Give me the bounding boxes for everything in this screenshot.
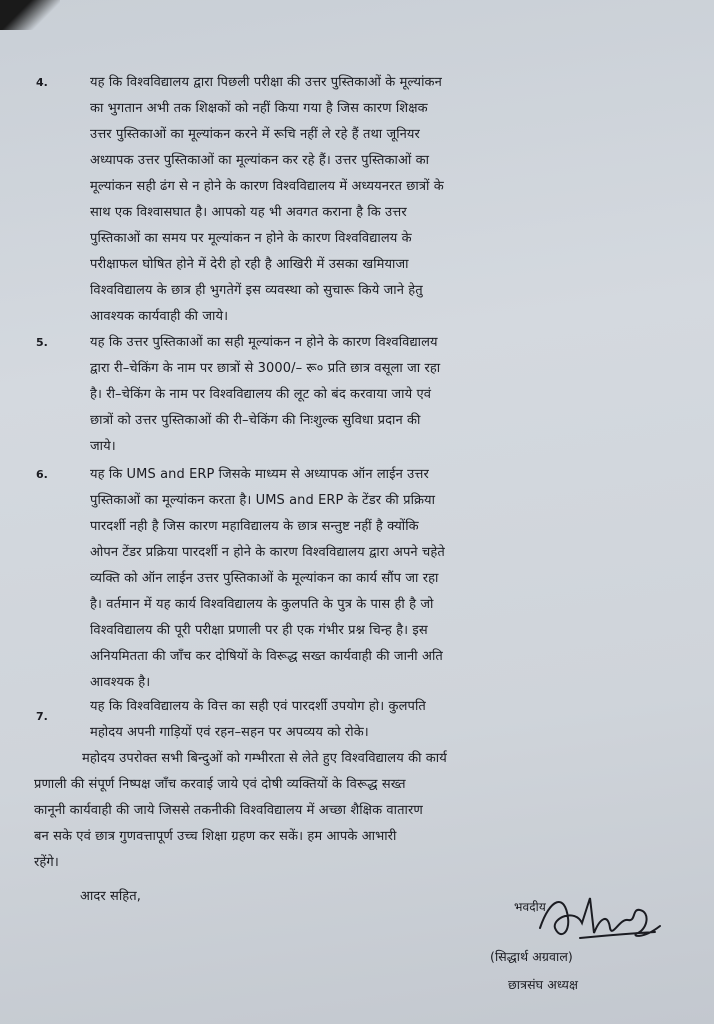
closing-line: कानूनी कार्यवाही की जाये जिससे तकनीकी विश्वविद्यालय में अच्छा शैक्षिक वातारण xyxy=(34,803,423,818)
closing-line: प्रणाली की संपूर्ण निष्पक्ष जाँच करवाई जाये एवं दोषी व्यक्तियों के विरूद्ध सख्त xyxy=(34,777,406,792)
paragraph-line: विश्वविद्यालय के छात्र ही भुगतेगें इस व्यवस्था को सुचारू किये जाने हेतु xyxy=(90,283,423,298)
page-corner-shadow xyxy=(0,0,60,30)
paragraph-line: जाये। xyxy=(90,439,116,454)
paragraph-line: यह कि विश्वविद्यालय द्वारा पिछली परीक्षा की उत्तर पुस्तिकाओं के मूल्यांकन xyxy=(90,75,442,90)
paragraph-line: का भुगतान अभी तक शिक्षकों को नहीं किया गया है जिस कारण शिक्षक xyxy=(90,101,428,116)
closing-line: महोदय उपरोक्त सभी बिन्दुओं को गम्भीरता से लेते हुए विश्वविद्यालय की कार्य xyxy=(82,751,447,766)
paragraph-line: यह कि विश्वविद्यालय के वित्त का सही एवं पारदर्शी उपयोग हो। कुलपति xyxy=(90,699,426,714)
bhavdiya-label: भवदीय xyxy=(514,900,546,914)
paragraph-line: उत्तर पुस्तिकाओं का मूल्यांकन करने में रूचि नहीं ले रहे हैं तथा जूनियर xyxy=(90,127,420,142)
paragraph-line: पुस्तिकाओं का मूल्यांकन करता है। UMS and ERP के टेंडर की प्रक्रिया xyxy=(90,493,436,508)
paragraph-line: है। वर्तमान में यह कार्य विश्वविद्यालय के कुलपति के पुत्र के पास ही है जो xyxy=(90,597,434,612)
paragraph-line: साथ एक विश्वासघात है। आपको यह भी अवगत कराना है कि उत्तर xyxy=(90,205,407,220)
salutation: आदर सहित, xyxy=(80,889,142,904)
paragraph-number: 5. xyxy=(36,336,48,349)
paragraph-line: यह कि UMS and ERP जिसके माध्यम से अध्यापक ऑन लाईन उत्तर xyxy=(90,467,429,482)
paragraph-line: ओपन टेंडर प्रक्रिया पारदर्शी न होने के कारण विश्वविद्यालय द्वारा अपने चहेते xyxy=(90,545,445,560)
paragraph-line: द्वारा री–चेकिंग के नाम पर छात्रों से 3000/– रू० प्रति छात्र वसूला जा रहा xyxy=(90,361,441,376)
paragraph-line: है। री–चेकिंग के नाम पर विश्वविद्यालय की लूट को बंद करवाया जाये एवं xyxy=(90,387,432,402)
paragraph-line: यह कि उत्तर पुस्तिकाओं का सही मूल्यांकन न होने के कारण विश्वविद्यालय xyxy=(90,335,438,350)
closing-line: रहेंगे। xyxy=(34,855,59,870)
paragraph-line: व्यक्ति को ऑन लाईन उत्तर पुस्तिकाओं के मूल्यांकन का कार्य सौंप जा रहा xyxy=(90,571,439,586)
paragraph-line: महोदय अपनी गाड़ियों एवं रहन–सहन पर अपव्यय को रोके। xyxy=(90,725,369,740)
paragraph-number: 4. xyxy=(36,76,48,89)
paragraph-line: पुस्तिकाओं का समय पर मूल्यांकन न होने के कारण विश्वविद्यालय के xyxy=(90,231,412,246)
paragraph-line: छात्रों को उत्तर पुस्तिकाओं की री–चेकिंग की निःशुल्क सुविधा प्रदान की xyxy=(90,413,421,428)
paragraph-line: विश्वविद्यालय की पूरी परीक्षा प्रणाली पर ही एक गंभीर प्रश्न चिन्ह है। इस xyxy=(90,623,428,638)
paragraph-line: अध्यापक उत्तर पुस्तिकाओं का मूल्यांकन कर रहे हैं। उत्तर पुस्तिकाओं का xyxy=(90,153,430,168)
closing-line: बन सके एवं छात्र गुणवत्तापूर्ण उच्च शिक्षा ग्रहण कर सकें। हम आपके आभारी xyxy=(34,829,397,844)
signatory-name: (सिद्धार्थ अग्रवाल) xyxy=(490,949,573,964)
paragraph-line: मूल्यांकन सही ढंग से न होने के कारण विश्वविद्यालय में अध्ययनरत छात्रों के xyxy=(90,179,444,194)
paragraph-line: आवश्यक है। xyxy=(90,675,151,690)
paragraph-number: 6. xyxy=(36,468,48,481)
handwritten-signature-icon xyxy=(520,878,670,958)
paragraph-number: 7. xyxy=(36,710,48,723)
signatory-designation: छात्रसंघ अध्यक्ष xyxy=(508,977,579,992)
paragraph-line: पारदर्शी नही है जिस कारण महाविद्यालय के छात्र सन्तुष्ट नहीं है क्योंकि xyxy=(90,519,419,534)
paragraph-line: आवश्यक कार्यवाही की जाये। xyxy=(90,309,229,324)
paragraph-line: अनियमितता की जाँच कर दोषियों के विरूद्ध सख्त कार्यवाही की जानी अति xyxy=(90,649,443,664)
paragraph-line: परीक्षाफल घोषित होने में देरी हो रही है आखिरी में उसका खमियाजा xyxy=(90,257,409,272)
